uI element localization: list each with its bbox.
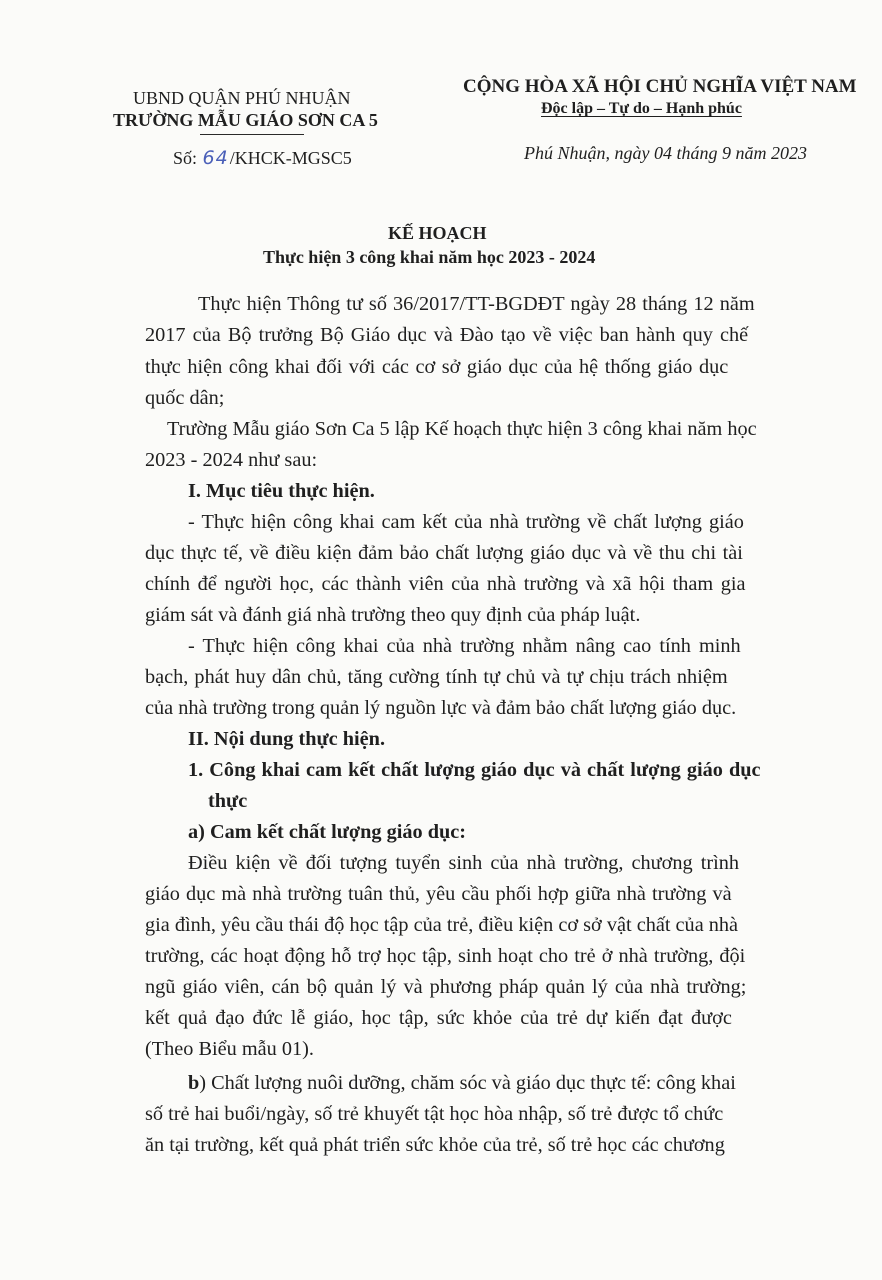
doc-number-prefix: Số: <box>173 148 198 168</box>
body-line: quốc dân; <box>145 387 225 409</box>
national-motto: Độc lập – Tự do – Hạnh phúc <box>541 100 742 117</box>
document-number <box>173 147 352 169</box>
org-parent-name: UBND QUẬN PHÚ NHUẬN <box>133 88 351 108</box>
body-line: dục thực tế, về điều kiện đảm bảo chất lượng giáo dục và về thu chi tài <box>145 542 743 564</box>
body-line: - Thực hiện công khai của nhà trường nhằm nâng cao tính minh <box>188 635 741 657</box>
item-text: ) Chất lượng nuôi dưỡng, chăm sóc và giáo dục thực tế: công khai <box>199 1072 736 1094</box>
org-school-name: TRƯỜNG MẪU GIÁO SƠN CA 5 <box>113 110 378 130</box>
body-line: Thực hiện Thông tư số 36/2017/TT-BGDĐT ngày 28 tháng 12 năm <box>198 293 755 315</box>
document-subtitle: Thực hiện 3 công khai năm học 2023 - 2024 <box>263 247 596 267</box>
doc-number-handwritten: 64 <box>202 147 229 169</box>
item-heading: a) Cam kết chất lượng giáo dục: <box>188 821 467 843</box>
body-line: số trẻ hai buổi/ngày, số trẻ khuyết tật học hòa nhập, số trẻ được tổ chức <box>145 1103 724 1125</box>
body-line: Điều kiện về đối tượng tuyển sinh của nhà trường, chương trình <box>188 852 740 874</box>
body-line: Trường Mẫu giáo Sơn Ca 5 lập Kế hoạch thực hiện 3 công khai năm học <box>167 418 757 440</box>
body-line: của nhà trường trong quản lý nguồn lực và đảm bảo chất lượng giáo dục. <box>145 697 737 719</box>
body-line: thực hiện công khai đối với các cơ sở giáo dục của hệ thống giáo dục <box>145 356 729 378</box>
body-line: (Theo Biểu mẫu 01). <box>145 1038 314 1060</box>
doc-number-suffix: /KHCK-MGSC5 <box>229 148 352 168</box>
body-line: gia đình, yêu cầu thái độ học tập của trẻ, điều kiện cơ sở vật chất của nhà <box>145 914 739 936</box>
body-line: giáo dục mà nhà trường tuân thủ, yêu cầu phối hợp giữa nhà trường và <box>145 883 732 905</box>
body-line <box>188 1072 736 1095</box>
item-label: b <box>188 1072 200 1094</box>
body-line: trường, các hoạt động hỗ trợ học tập, sinh hoạt cho trẻ ở nhà trường, đội <box>145 945 746 967</box>
body-line: ngũ giáo viên, cán bộ quản lý và phương pháp quản lý của nhà trường; <box>145 976 747 998</box>
body-line: giám sát và đánh giá nhà trường theo quy định của pháp luật. <box>145 604 641 626</box>
national-title: CỘNG HÒA XÃ HỘI CHỦ NGHĨA VIỆT NAM <box>463 76 857 97</box>
body-line: - Thực hiện công khai cam kết của nhà trường về chất lượng giáo <box>188 511 744 533</box>
section-heading: II. Nội dung thực hiện. <box>188 728 386 750</box>
body-line: bạch, phát huy dân chủ, tăng cường tính tự chủ và tự chịu trách nhiệm <box>145 666 728 688</box>
body-line: ăn tại trường, kết quả phát triển sức khỏe của trẻ, số trẻ học các chương <box>145 1134 725 1156</box>
body-line: 2023 - 2024 như sau: <box>145 449 318 471</box>
place-date: Phú Nhuận, ngày 04 tháng 9 năm 2023 <box>524 143 807 163</box>
body-line: 2017 của Bộ trưởng Bộ Giáo dục và Đào tạo về việc ban hành quy chế <box>145 324 749 346</box>
body-line: kết quả đạo đức lễ giáo, học tập, sức khỏe của trẻ dự kiến đạt được <box>145 1007 732 1029</box>
org-underline <box>200 134 304 135</box>
subsection-heading: thực <box>208 790 248 812</box>
section-heading: I. Mục tiêu thực hiện. <box>188 480 375 502</box>
document-title: KẾ HOẠCH <box>388 223 487 243</box>
subsection-heading: 1. Công khai cam kết chất lượng giáo dục và chất lượng giáo dục <box>188 759 761 781</box>
body-line: chính để người học, các thành viên của nhà trường và xã hội tham gia <box>145 573 746 595</box>
